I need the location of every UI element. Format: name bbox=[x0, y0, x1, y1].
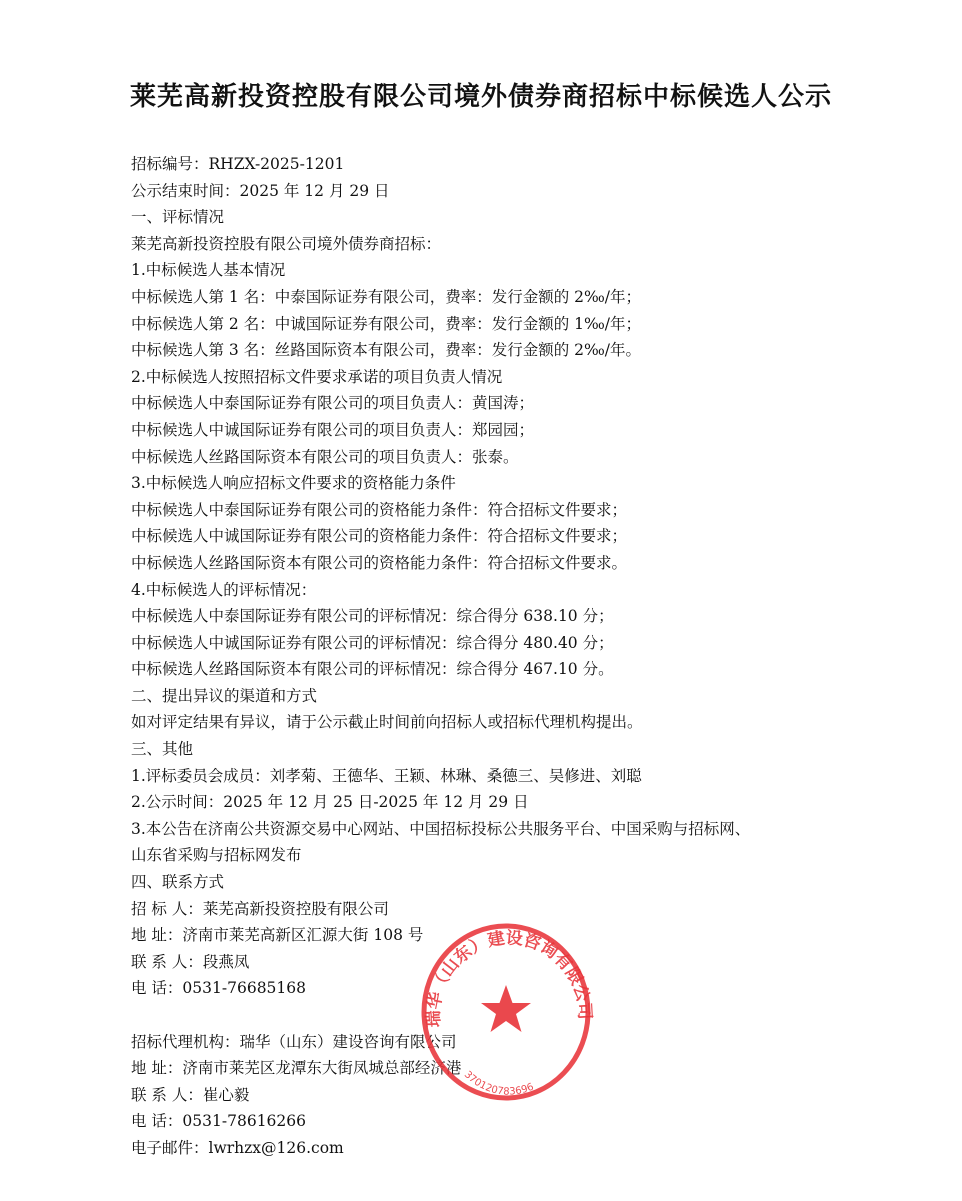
project-name-line: 莱芜高新投资控股有限公司境外债券商招标： bbox=[131, 234, 442, 253]
agency-contact: 联 系 人：崔心毅 bbox=[131, 1085, 250, 1104]
objection-text: 如对评定结果有异议，请于公示截止时间前向招标人或招标代理机构提出。 bbox=[131, 713, 643, 732]
subheading-project-leads: 2.中标候选人按照招标文件要求承诺的项目负责人情况 bbox=[131, 367, 503, 386]
subheading-scores: 4.中标候选人的评标情况： bbox=[131, 580, 317, 599]
agency-phone: 电 话：0531-78616266 bbox=[131, 1112, 307, 1131]
candidate-rank-2: 中标候选人第 2 名：中诚国际证券有限公司，费率：发行金额的 1‰/年； bbox=[131, 314, 642, 333]
tenderer-address: 地 址：济南市莱芜高新区汇源大街 108 号 bbox=[131, 926, 424, 945]
qualification-2: 中标候选人中诚国际证券有限公司的资格能力条件：符合招标文件要求； bbox=[131, 527, 628, 546]
score-3: 中标候选人丝路国际资本有限公司的评标情况：综合得分 467.10 分。 bbox=[131, 660, 614, 679]
tenderer-contact: 联 系 人：段燕凤 bbox=[131, 952, 250, 971]
publication-channels-2: 山东省采购与招标网发布 bbox=[131, 846, 302, 865]
seal-company-text: 瑞华（山东）建设咨询有限公司 bbox=[423, 928, 595, 1028]
agency-name: 招标代理机构：瑞华（山东）建设咨询有限公司 bbox=[131, 1032, 457, 1051]
tenderer-phone: 电 话：0531-76685168 bbox=[131, 979, 307, 998]
agency-address: 地 址：济南市莱芜区龙潭东大街凤城总部经济港 bbox=[131, 1059, 462, 1078]
project-lead-3: 中标候选人丝路国际资本有限公司的项目负责人：张泰。 bbox=[131, 447, 519, 466]
spacer bbox=[131, 1002, 871, 1029]
subheading-qualifications: 3.中标候选人响应招标文件要求的资格能力条件 bbox=[131, 474, 456, 493]
subheading-candidates-basic: 1.中标候选人基本情况 bbox=[131, 261, 286, 280]
section-heading-contact: 四、联系方式 bbox=[131, 873, 225, 892]
publication-channels-1: 3.本公告在济南公共资源交易中心网站、中国招标投标公共服务平台、中国采购与招标网、 bbox=[131, 819, 751, 838]
section-heading-other: 三、其他 bbox=[131, 740, 194, 759]
committee-members: 1.评标委员会成员：刘孝菊、王德华、王颖、林琳、桑德三、吴修进、刘聪 bbox=[131, 766, 642, 785]
project-lead-1: 中标候选人中泰国际证券有限公司的项目负责人：黄国涛； bbox=[131, 394, 535, 413]
document-title: 莱芜高新投资控股有限公司境外债券商招标中标候选人公示 bbox=[129, 82, 832, 112]
section-heading-objection: 二、提出异议的渠道和方式 bbox=[131, 686, 318, 705]
agency-email: 电子邮件：lwrhzx@126.com bbox=[131, 1138, 344, 1157]
seal-number-text: 370120783696 bbox=[461, 1069, 536, 1098]
tenderer-name: 招 标 人：莱芜高新投资控股有限公司 bbox=[131, 899, 389, 918]
project-lead-2: 中标候选人中诚国际证券有限公司的项目负责人：郑园园； bbox=[131, 420, 535, 439]
qualification-3: 中标候选人丝路国际资本有限公司的资格能力条件：符合招标文件要求。 bbox=[131, 553, 628, 572]
qualification-1: 中标候选人中泰国际证券有限公司的资格能力条件：符合招标文件要求； bbox=[131, 500, 628, 519]
publicity-period: 2.公示时间：2025 年 12 月 25 日-2025 年 12 月 29 日 bbox=[131, 793, 529, 812]
candidate-rank-3: 中标候选人第 3 名：丝路国际资本有限公司，费率：发行金额的 2‰/年。 bbox=[131, 341, 642, 360]
tender-number: 招标编号：RHZX-2025-1201 bbox=[131, 155, 345, 173]
publicity-end-time: 公示结束时间：2025 年 12 月 29 日 bbox=[131, 181, 390, 200]
section-heading-evaluation: 一、评标情况 bbox=[131, 208, 225, 227]
score-2: 中标候选人中诚国际证券有限公司的评标情况：综合得分 480.40 分； bbox=[131, 633, 614, 652]
document-body bbox=[131, 151, 871, 1162]
score-1: 中标候选人中泰国际证券有限公司的评标情况：综合得分 638.10 分； bbox=[131, 607, 614, 626]
candidate-rank-1: 中标候选人第 1 名：中泰国际证券有限公司，费率：发行金额的 2‰/年； bbox=[131, 287, 642, 306]
